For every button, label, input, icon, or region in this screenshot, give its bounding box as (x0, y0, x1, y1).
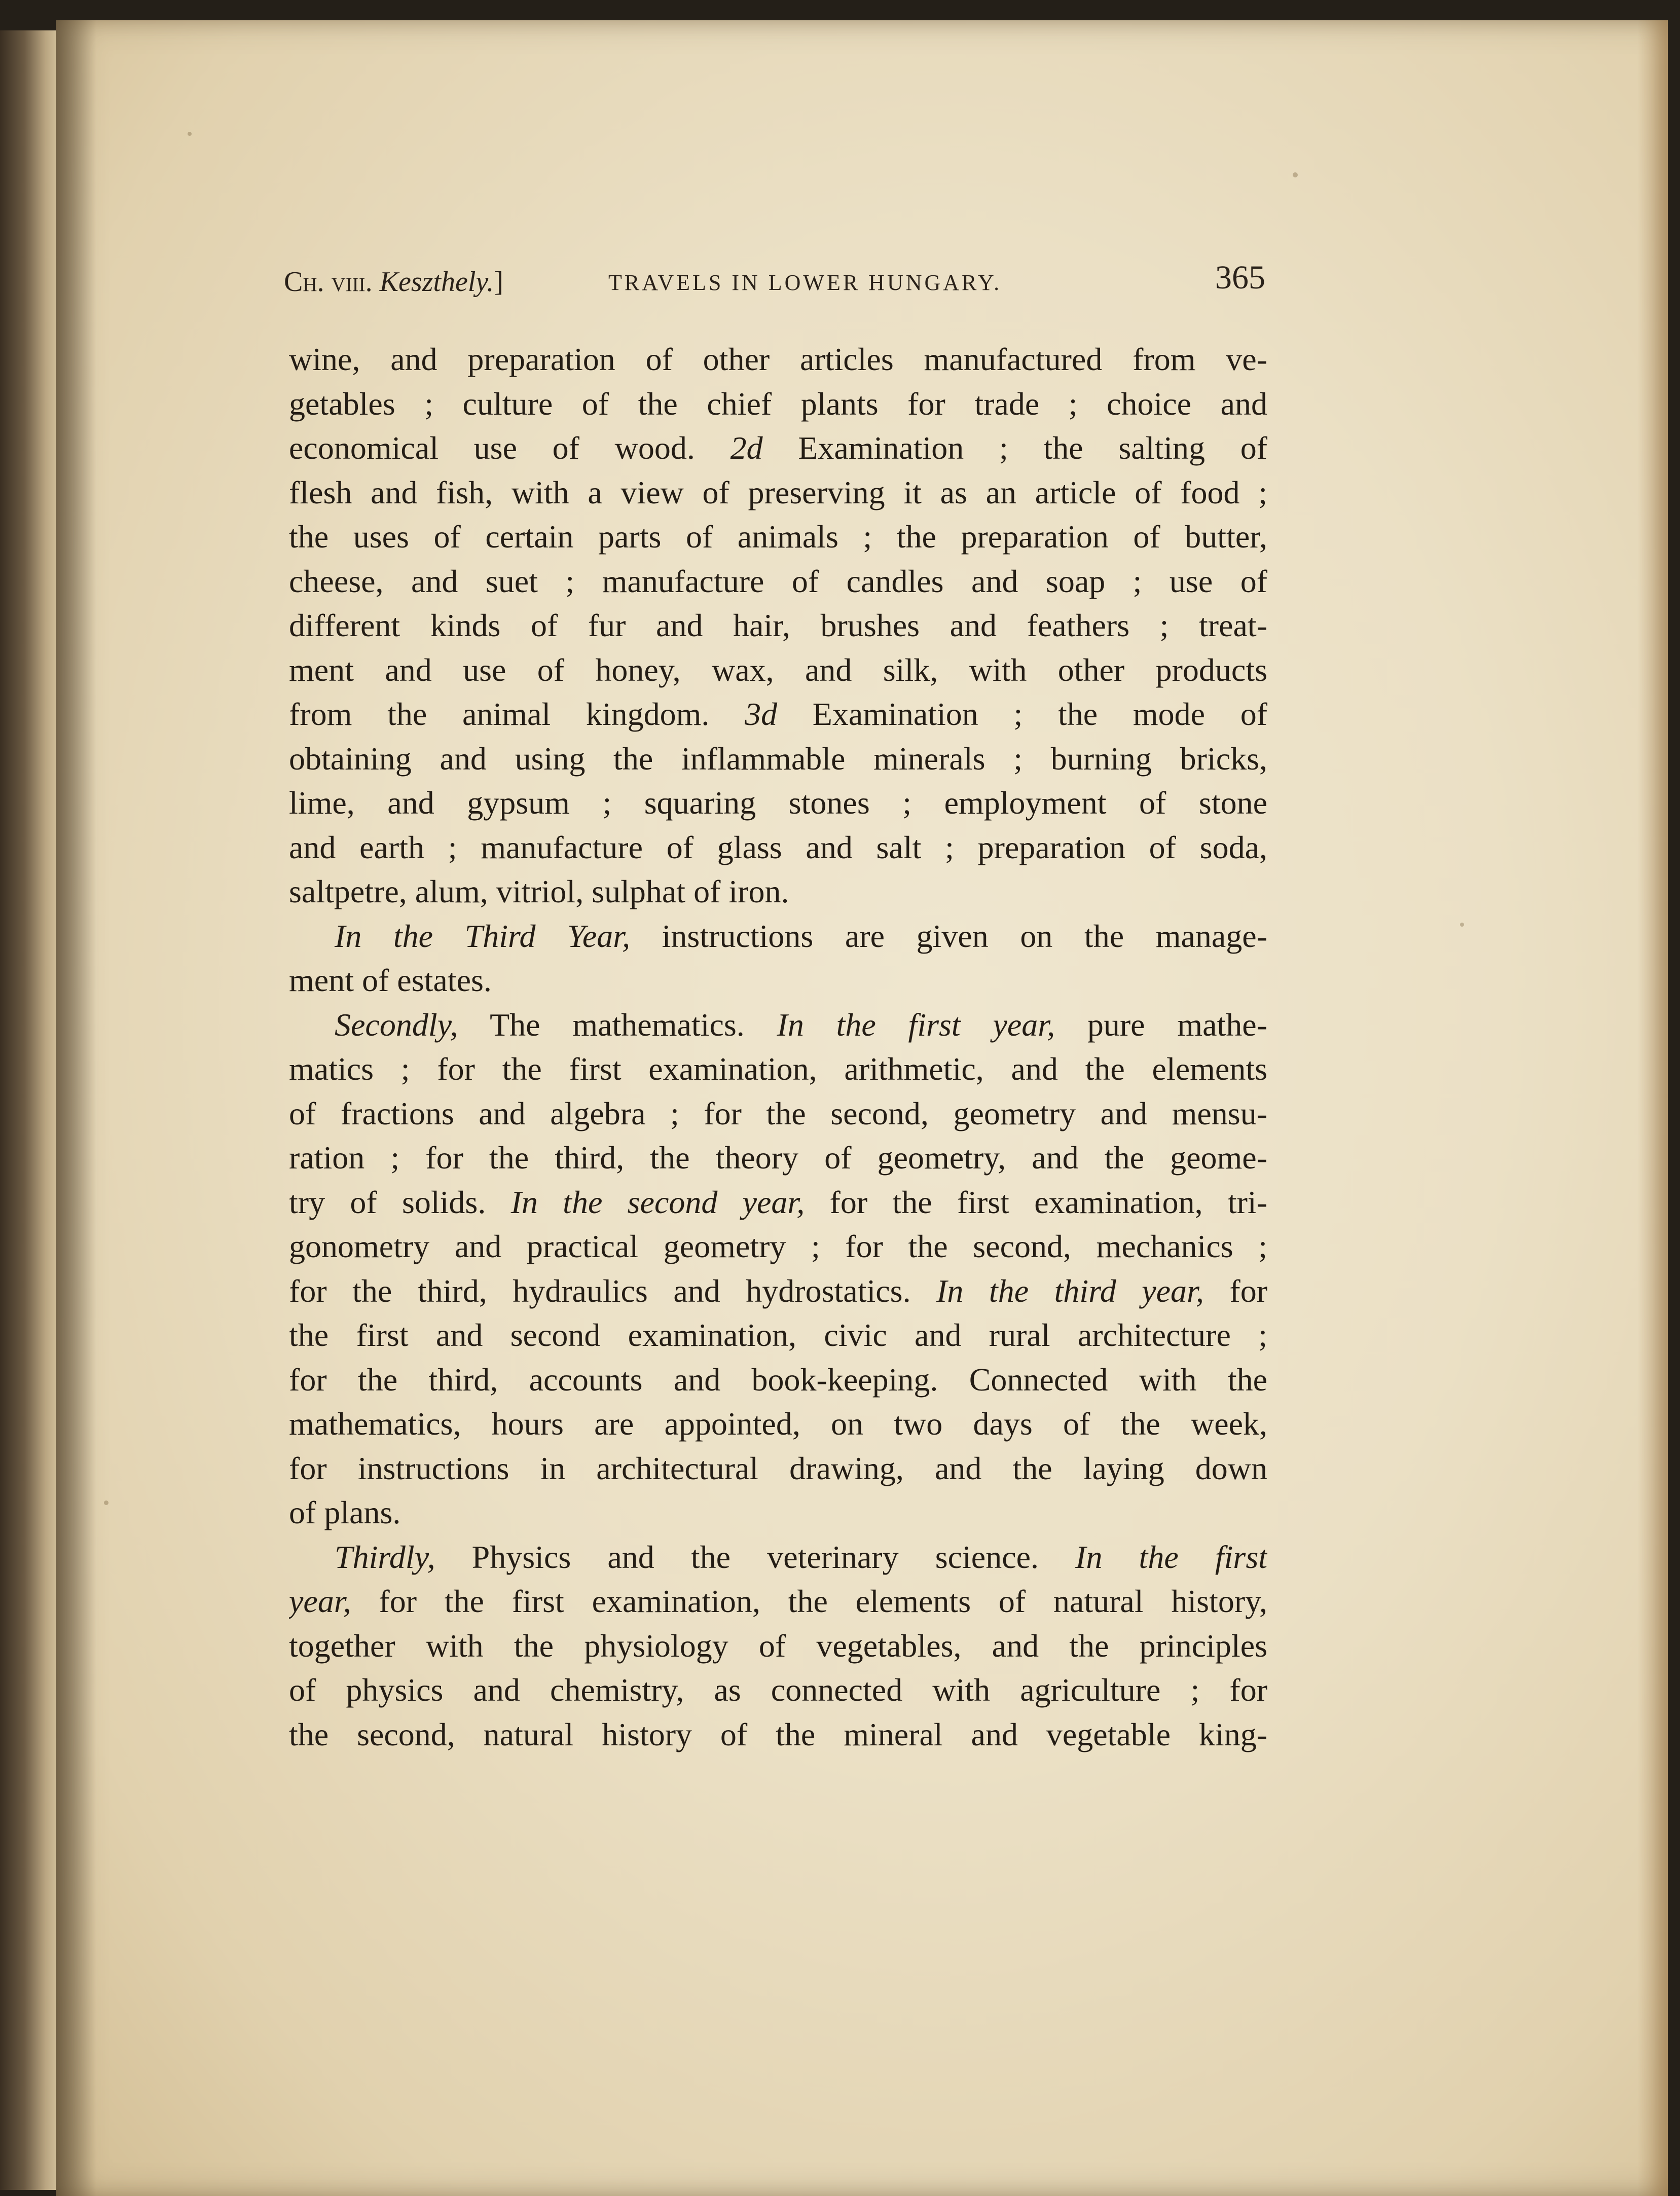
line-text: Examination ; the salting of (762, 430, 1267, 466)
running-title: TRAVELS IN LOWER HUNGARY. (608, 270, 1002, 295)
text-line (289, 1446, 1267, 1491)
line-text: flesh and fish, with a view of preserving it as an article of food ; (289, 474, 1267, 510)
foxing-spot (104, 1500, 108, 1505)
line-text: for the third, accounts and book-keeping. Connected with the (289, 1361, 1267, 1398)
line-text: instructions are given on the manage- (630, 918, 1267, 954)
line-text: for the third, hydraulics and hydrostatics. (289, 1272, 937, 1309)
line-text: different kinds of fur and hair, brushes and feathers ; treat- (289, 607, 1267, 643)
chapter-bracket: ] (494, 266, 503, 298)
running-header (284, 259, 1265, 304)
line-text: Examination ; the mode of (777, 696, 1267, 732)
line-text: pure mathe- (1055, 1006, 1267, 1043)
line-text: getables ; culture of the chief plants for trade ; choice and (289, 385, 1267, 422)
gutter-shadow (56, 20, 96, 2196)
text-line (289, 515, 1267, 559)
line-text: of physics and chemistry, as connected with agriculture ; for (289, 1672, 1267, 1708)
line-text: cheese, and suet ; manufacture of candles and soap ; use of (289, 563, 1267, 599)
line-text: together with the physiology of vegetables, and the principles (289, 1627, 1267, 1664)
text-line (289, 1668, 1267, 1712)
line-italic: In the second year, (510, 1184, 805, 1220)
line-text: of fractions and algebra ; for the second, geometry and mensu- (289, 1095, 1267, 1131)
line-text: obtaining and using the inflammable minerals ; burning bricks, (289, 740, 1267, 777)
chapter-reference (284, 266, 503, 298)
text-line (289, 470, 1267, 515)
body-text (289, 337, 1267, 1756)
line-text: Physics and the veterinary science. (435, 1539, 1076, 1575)
text-line (289, 1180, 1267, 1225)
line-text: try of solids. (289, 1184, 511, 1220)
text-line (289, 914, 1267, 959)
line-text: for the first examination, the elements of natural history, (351, 1583, 1267, 1619)
text-line (289, 692, 1267, 737)
line-italic: 3d (745, 696, 778, 732)
text-line (289, 426, 1267, 470)
page-number: 365 (1215, 259, 1265, 296)
text-line (289, 958, 1267, 1003)
line-italic: In the first year, (777, 1006, 1055, 1043)
text-line (289, 1402, 1267, 1446)
line-text: matics ; for the first examination, arithmetic, and the elements (289, 1051, 1267, 1087)
line-text: wine, and preparation of other articles manufactured from ve- (289, 341, 1267, 377)
line-text: The mathematics. (458, 1006, 777, 1043)
line-text: for the first examination, tri- (805, 1184, 1267, 1220)
text-line (289, 1358, 1267, 1402)
text-line (289, 1047, 1267, 1091)
text-line (289, 781, 1267, 825)
text-line (289, 1269, 1267, 1313)
text-line (289, 1624, 1267, 1668)
line-text: the uses of certain parts of animals ; the preparation of butter, (289, 519, 1267, 555)
line-italic: Secondly, (335, 1006, 458, 1043)
line-text: gonometry and practical geometry ; for the second, mechanics ; (289, 1228, 1267, 1264)
text-line (289, 825, 1267, 870)
line-text: for instructions in architectural drawing, and the laying down (289, 1450, 1267, 1486)
foxing-spot (1460, 923, 1464, 927)
line-text: for (1203, 1272, 1267, 1309)
line-italic: Thirdly, (335, 1539, 435, 1575)
line-text: ment and use of honey, wax, and silk, with other products (289, 651, 1267, 688)
text-line (289, 1136, 1267, 1180)
text-line (289, 1490, 1267, 1535)
text-line (289, 1003, 1267, 1047)
text-line (289, 1712, 1267, 1757)
foxing-spot (188, 132, 192, 136)
line-text: of plans. (289, 1494, 401, 1530)
line-text: ment of estates. (289, 962, 492, 998)
text-line (289, 1091, 1267, 1136)
text-line (289, 382, 1267, 426)
text-line (289, 337, 1267, 382)
text-line (289, 1224, 1267, 1269)
text-line (289, 648, 1267, 692)
text-line (289, 869, 1267, 914)
text-line (289, 1535, 1267, 1580)
facing-page-edge (0, 30, 61, 2190)
line-italic: In the first (1075, 1539, 1267, 1575)
text-line (289, 603, 1267, 648)
text-line (289, 1313, 1267, 1358)
line-text: mathematics, hours are appointed, on two days of the week, (289, 1406, 1267, 1442)
line-italic: In the Third Year, (335, 918, 631, 954)
line-text: and earth ; manufacture of glass and salt ; preparation of soda, (289, 829, 1267, 865)
text-line (289, 1579, 1267, 1624)
line-italic: year, (289, 1583, 351, 1619)
line-text: the first and second examination, civic and rural architecture ; (289, 1317, 1267, 1353)
page-right-edge (1637, 20, 1668, 2196)
chapter-place: Keszthely. (379, 266, 494, 298)
line-text: ration ; for the third, the theory of geometry, and the geome- (289, 1140, 1267, 1176)
text-line (289, 737, 1267, 781)
line-text: from the animal kingdom. (289, 696, 745, 732)
line-text: lime, and gypsum ; squaring stones ; employment of stone (289, 785, 1267, 821)
chapter-number: Ch. viii. (284, 266, 373, 298)
line-text: economical use of wood. (289, 430, 731, 466)
foxing-spot (1293, 172, 1298, 177)
text-line (289, 559, 1267, 604)
line-italic: 2d (730, 430, 763, 466)
line-text: the second, natural history of the mineral and vegetable king- (289, 1716, 1267, 1752)
line-italic: In the third year, (936, 1272, 1204, 1309)
line-text: saltpetre, alum, vitriol, sulphat of iron. (289, 873, 789, 909)
